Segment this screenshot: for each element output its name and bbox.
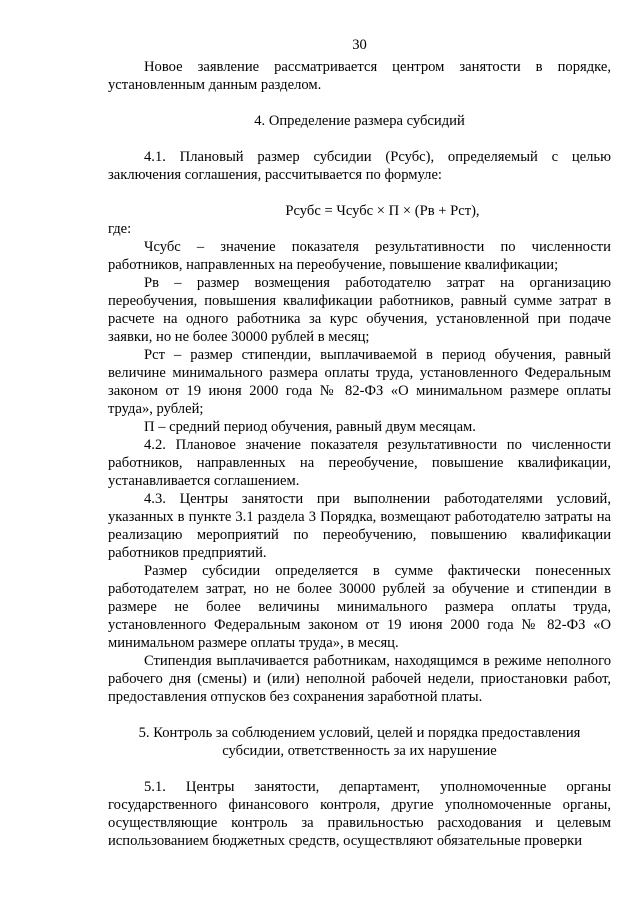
paragraph-stipend: Стипендия выплачивается работникам, находящимся в режиме неполного рабочего дня (смены) и (или) неполной рабочей недели, приостановки работ, предоставления отпусков без сохранения заработной платы. — [108, 653, 611, 705]
paragraph-4-2: 4.2. Плановое значение показателя результативности по численности работников, направленных на переобучение, повышение квалификации, устанавливается соглашением. — [108, 437, 611, 489]
definition-p: П – средний период обучения, равный двум месяцам. — [144, 419, 476, 435]
subsidy-formula: Рсубс = Чсубс × П × (Рв + Рст), — [285, 203, 480, 219]
where-label: где: — [108, 221, 132, 237]
spacer — [108, 184, 611, 202]
section-4-heading: 4. Определение размера субсидий — [254, 113, 465, 129]
spacer — [108, 706, 611, 724]
definition-rv: Рв – размер возмещения работодателю затрат на организацию переобучения, повышения квалификации работников, равный сумме затрат в расчете на одного работника за курс обучения, установленной при подаче заявки, но не более 30000 рублей в месяц; — [108, 275, 611, 345]
paragraph-5-1: 5.1. Центры занятости, департамент, уполномоченные органы государственного финансового контроля, другие уполномоченные органы, осуществляющие контроль за правильностью расходования и целевым использованием бюджетных средств, осуществляют обязательные проверки — [108, 779, 611, 849]
paragraph-new-application: Новое заявление рассматривается центром занятости в порядке, установленным данным разделом. — [108, 59, 611, 93]
paragraph-4-3: 4.3. Центры занятости при выполнении работодателями условий, указанных в пункте 3.1 раздела 3 Порядка, возмещают работодателю затраты на реализацию мероприятий по переобучению, повышению квалификации работников предприятий. — [108, 491, 611, 561]
paragraph-4-1: 4.1. Плановый размер субсидии (Рсубс), определяемый с целью заключения соглашения, рассчитывается по формуле: — [108, 149, 611, 183]
document-page — [108, 36, 611, 850]
page-number: 30 — [352, 37, 367, 53]
spacer — [108, 130, 611, 148]
section-5-heading-line-1: 5. Контроль за соблюдением условий, целей и порядка предоставления — [138, 725, 581, 741]
definition-rst: Рст – размер стипендии, выплачиваемой в период обучения, равный величине минимального размера оплаты труда, установленного Федеральным законом от 19 июня 2000 года № 82-ФЗ «О минимальном размере оплаты труда», рублей; — [108, 347, 611, 417]
paragraph-subsidy-size: Размер субсидии определяется в сумме фактически понесенных работодателем затрат, но не более 30000 рублей за обучение и стипендии в размере не более величины минимального размера оплаты труда, установленного Федеральным законом от 19 июня 2000 года № 82-ФЗ «О минимальном размере оплаты труда», в месяц. — [108, 563, 611, 651]
spacer — [108, 94, 611, 112]
spacer — [108, 760, 611, 778]
definition-chsubs: Чсубс – значение показателя результативности по численности работников, направленных на переобучение, повышение квалификации; — [108, 239, 611, 273]
section-5-heading-line-2: субсидии, ответственность за их нарушение — [222, 743, 497, 759]
